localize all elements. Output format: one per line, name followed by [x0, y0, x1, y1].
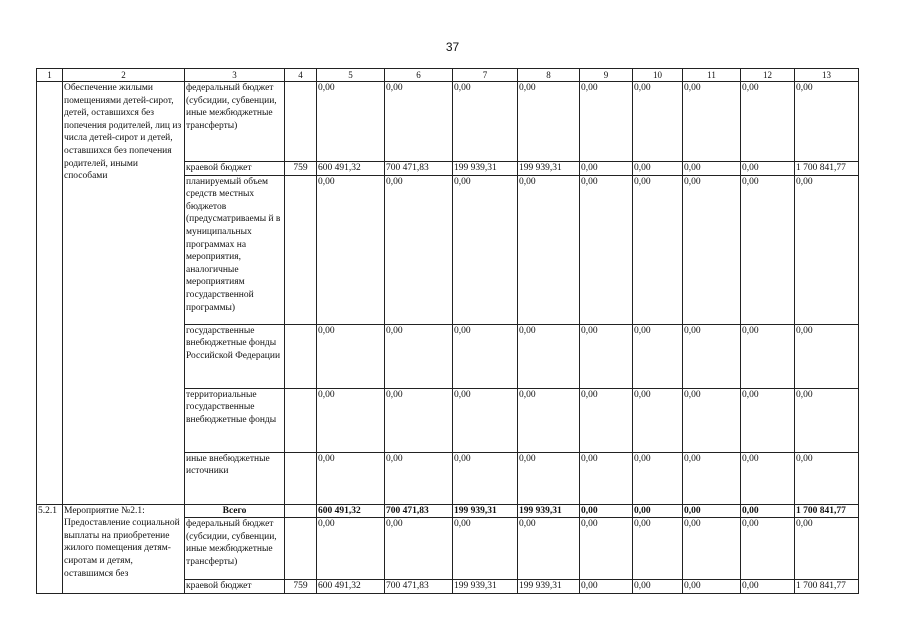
column-number-row — [37, 69, 859, 82]
value-cell: 199 939,31 — [453, 580, 518, 594]
value-cell: 0,00 — [683, 518, 741, 580]
value-cell: 0,00 — [741, 580, 795, 594]
row-number-cell — [37, 82, 63, 505]
funding-source-cell: Всего — [185, 504, 285, 518]
value-cell: 0,00 — [580, 504, 633, 518]
value-cell: 0,00 — [633, 504, 683, 518]
value-cell: 0,00 — [453, 324, 518, 388]
funding-source-cell: федеральный бюджет (субсидии, субвенции, иные межбюджетные трансферты) — [185, 82, 285, 162]
value-cell: 199 939,31 — [518, 504, 580, 518]
header-cell: 2 — [63, 69, 185, 82]
value-cell: 0,00 — [741, 324, 795, 388]
value-cell: 0,00 — [741, 518, 795, 580]
value-cell: 0,00 — [795, 452, 859, 504]
header-cell: 3 — [185, 69, 285, 82]
value-cell: 0,00 — [683, 504, 741, 518]
value-cell: 700 471,83 — [385, 162, 453, 176]
value-cell: 0,00 — [683, 580, 741, 594]
value-cell: 0,00 — [453, 388, 518, 452]
header-cell: 10 — [633, 69, 683, 82]
code-cell: 759 — [285, 162, 317, 176]
table-row — [37, 504, 859, 518]
value-cell: 0,00 — [683, 324, 741, 388]
value-cell: 700 471,83 — [385, 504, 453, 518]
value-cell: 0,00 — [317, 452, 385, 504]
code-cell — [285, 175, 317, 324]
value-cell: 0,00 — [633, 580, 683, 594]
header-cell: 4 — [285, 69, 317, 82]
code-cell — [285, 452, 317, 504]
header-cell: 11 — [683, 69, 741, 82]
value-cell: 199 939,31 — [453, 162, 518, 176]
value-cell: 0,00 — [633, 452, 683, 504]
funding-source-cell: федеральный бюджет (субсидии, субвенции, иные межбюджетные трансферты) — [185, 518, 285, 580]
budget-table — [36, 68, 859, 594]
code-cell — [285, 324, 317, 388]
value-cell: 700 471,83 — [385, 580, 453, 594]
value-cell: 0,00 — [683, 82, 741, 162]
table-row — [37, 82, 859, 162]
value-cell: 0,00 — [741, 504, 795, 518]
value-cell: 0,00 — [518, 82, 580, 162]
value-cell: 0,00 — [741, 175, 795, 324]
value-cell: 0,00 — [633, 388, 683, 452]
value-cell: 0,00 — [385, 175, 453, 324]
value-cell: 600 491,32 — [317, 162, 385, 176]
code-cell — [285, 518, 317, 580]
value-cell: 0,00 — [580, 580, 633, 594]
value-cell: 0,00 — [580, 452, 633, 504]
value-cell: 0,00 — [741, 388, 795, 452]
value-cell: 0,00 — [385, 324, 453, 388]
value-cell: 0,00 — [518, 518, 580, 580]
value-cell: 0,00 — [633, 518, 683, 580]
row-number-cell: 5.2.1 — [37, 504, 63, 593]
value-cell: 0,00 — [633, 324, 683, 388]
header-cell: 13 — [795, 69, 859, 82]
funding-source-cell: государственные внебюджетные фонды Российской Федерации — [185, 324, 285, 388]
value-cell: 0,00 — [795, 518, 859, 580]
code-cell: 759 — [285, 580, 317, 594]
value-cell: 0,00 — [518, 388, 580, 452]
value-cell: 0,00 — [580, 518, 633, 580]
header-cell: 8 — [518, 69, 580, 82]
value-cell: 199 939,31 — [453, 504, 518, 518]
value-cell: 0,00 — [317, 175, 385, 324]
value-cell: 0,00 — [317, 82, 385, 162]
value-cell: 199 939,31 — [518, 162, 580, 176]
value-cell: 0,00 — [683, 162, 741, 176]
value-cell: 0,00 — [317, 324, 385, 388]
value-cell: 0,00 — [795, 324, 859, 388]
value-cell: 0,00 — [633, 175, 683, 324]
value-cell: 1 700 841,77 — [795, 162, 859, 176]
activity-name-cell: Обеспечение жилыми помещениями детей-сирот, детей, оставшихся без попечения родителей, лиц из числа детей-сирот и детей, оставшихся без попечения родителей, иными способами — [63, 82, 185, 505]
value-cell: 0,00 — [385, 452, 453, 504]
value-cell: 199 939,31 — [518, 580, 580, 594]
code-cell — [285, 388, 317, 452]
value-cell: 0,00 — [518, 324, 580, 388]
value-cell: 0,00 — [683, 388, 741, 452]
value-cell: 0,00 — [580, 388, 633, 452]
header-cell: 1 — [37, 69, 63, 82]
page-number: 37 — [445, 40, 460, 54]
value-cell: 600 491,32 — [317, 580, 385, 594]
value-cell: 0,00 — [385, 518, 453, 580]
value-cell: 0,00 — [453, 452, 518, 504]
funding-source-cell: территориальные государственные внебюджетные фонды — [185, 388, 285, 452]
value-cell: 0,00 — [741, 82, 795, 162]
value-cell: 0,00 — [580, 175, 633, 324]
value-cell: 0,00 — [683, 175, 741, 324]
value-cell: 0,00 — [317, 388, 385, 452]
funding-source-cell: краевой бюджет — [185, 162, 285, 176]
funding-source-cell: краевой бюджет — [185, 580, 285, 594]
value-cell: 0,00 — [385, 82, 453, 162]
value-cell: 0,00 — [795, 388, 859, 452]
value-cell: 1 700 841,77 — [795, 580, 859, 594]
value-cell: 1 700 841,77 — [795, 504, 859, 518]
value-cell: 0,00 — [580, 324, 633, 388]
header-cell: 7 — [453, 69, 518, 82]
code-cell — [285, 82, 317, 162]
value-cell: 0,00 — [633, 162, 683, 176]
value-cell: 0,00 — [453, 82, 518, 162]
value-cell: 0,00 — [453, 175, 518, 324]
value-cell: 0,00 — [385, 388, 453, 452]
value-cell: 0,00 — [317, 518, 385, 580]
header-cell: 6 — [385, 69, 453, 82]
activity-name-cell: Мероприятие №2.1: Предоставление социальной выплаты на приобретение жилого помещения детям-сиротам и детям, оставшимся без — [63, 504, 185, 593]
value-cell: 0,00 — [795, 82, 859, 162]
value-cell: 0,00 — [795, 175, 859, 324]
value-cell: 0,00 — [580, 162, 633, 176]
value-cell: 0,00 — [683, 452, 741, 504]
header-cell: 5 — [317, 69, 385, 82]
funding-source-cell: иные внебюджетные источники — [185, 452, 285, 504]
value-cell: 0,00 — [741, 452, 795, 504]
value-cell: 0,00 — [741, 162, 795, 176]
header-cell: 12 — [741, 69, 795, 82]
value-cell: 0,00 — [518, 452, 580, 504]
value-cell: 0,00 — [580, 82, 633, 162]
value-cell: 0,00 — [518, 175, 580, 324]
value-cell: 0,00 — [453, 518, 518, 580]
funding-source-cell: планируемый объем средств местных бюджетов (предусматриваемы й в муниципальных программах на мероприятия, аналогичные мероприятиям государственной программы) — [185, 175, 285, 324]
value-cell: 0,00 — [633, 82, 683, 162]
header-cell: 9 — [580, 69, 633, 82]
code-cell — [285, 504, 317, 518]
value-cell: 600 491,32 — [317, 504, 385, 518]
